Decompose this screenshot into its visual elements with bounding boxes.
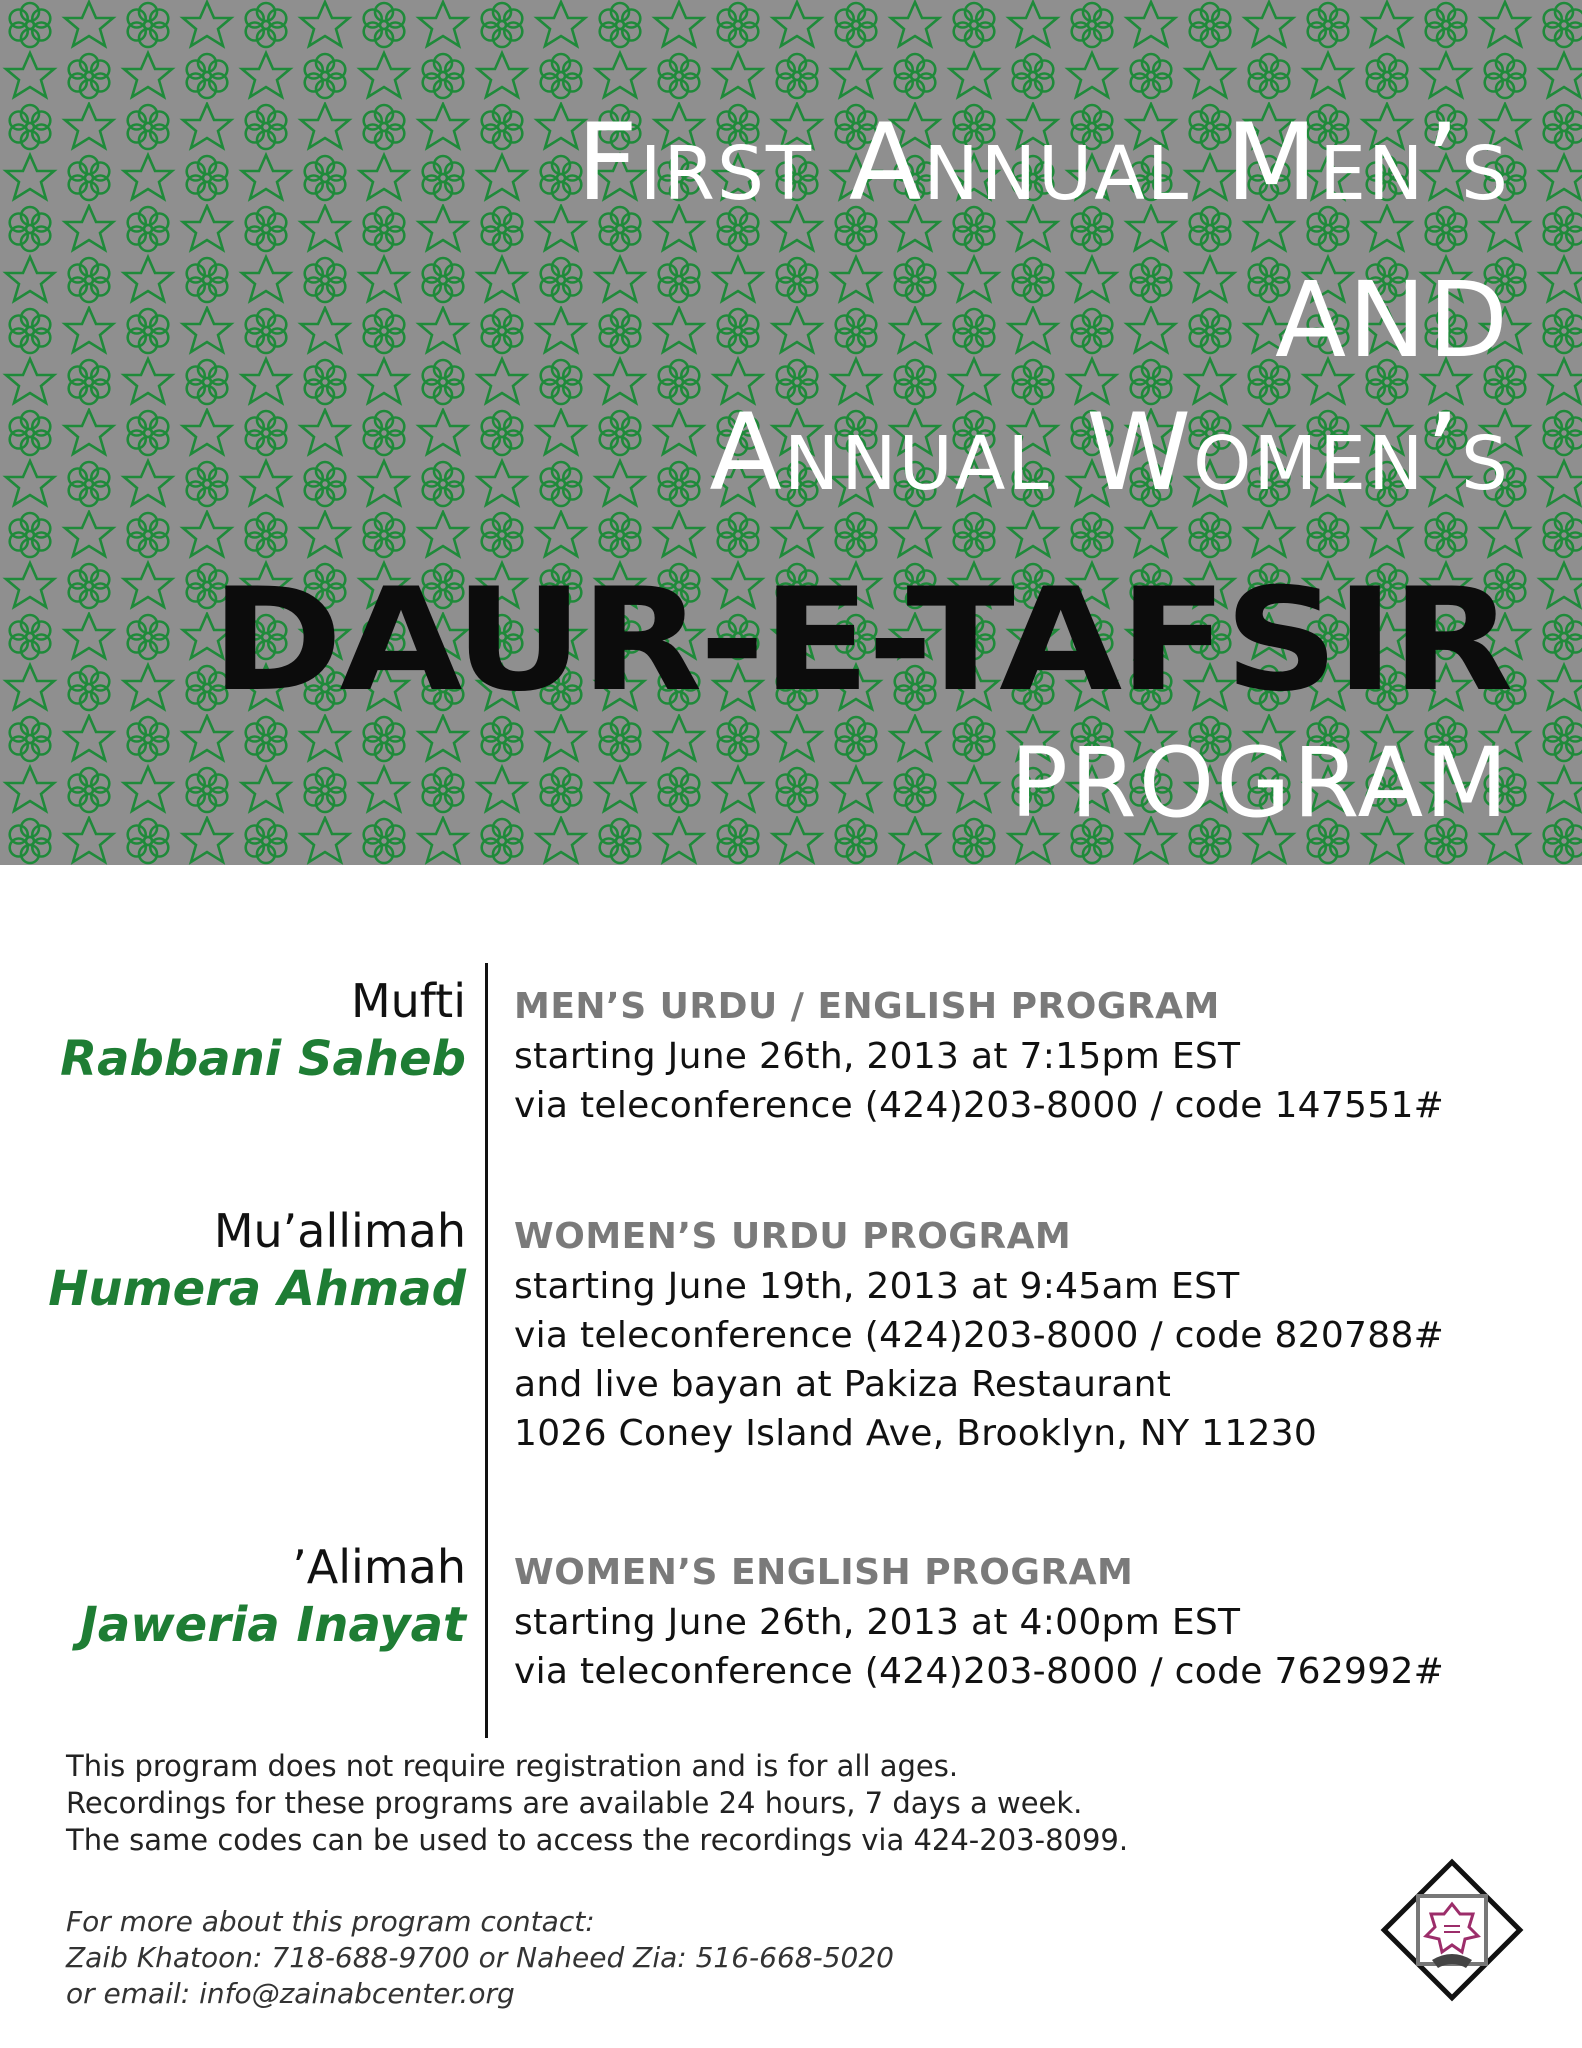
note-line: Recordings for these programs are available 24 hours, 7 days a week.	[66, 1786, 1083, 1820]
title-line-and: AND	[1274, 259, 1510, 381]
title-line-program: PROGRAM	[1010, 727, 1510, 839]
program-details-1	[514, 982, 1444, 1130]
program-line: via teleconference (424)203-8000 / code 147551#	[514, 1085, 1445, 1126]
title-line-annual-womens: Annual Women’s	[709, 391, 1510, 514]
program-line: 1026 Coney Island Ave, Brooklyn, NY 11230	[514, 1413, 1318, 1454]
program-line: starting June 19th, 2013 at 9:45am EST	[514, 1266, 1240, 1307]
program-details-2	[514, 1212, 1444, 1458]
contact-info	[66, 1904, 894, 2012]
speaker-title: ’Alimah	[292, 1540, 466, 1594]
speaker-title: Mufti	[350, 974, 466, 1028]
program-line: via teleconference (424)203-8000 / code 762992#	[514, 1651, 1445, 1692]
speaker-title: Mu’allimah	[213, 1204, 466, 1258]
speaker-block-2	[48, 1202, 466, 1318]
note-line: This program does not require registration and is for all ages.	[66, 1749, 959, 1783]
note-line: The same codes can be used to access the recordings via 424-203-8099.	[66, 1823, 1129, 1857]
title-line-daur-e-tafsir: DAUR-E-TAFSIR	[210, 558, 1510, 723]
contact-line: or email: info@zainabcenter.org	[66, 1977, 515, 2010]
program-notes	[66, 1748, 1128, 1859]
program-line: via teleconference (424)203-8000 / code 820788#	[514, 1315, 1445, 1356]
title-line-first-annual-mens: First Annual Men’s	[576, 101, 1510, 224]
program-line: starting June 26th, 2013 at 7:15pm EST	[514, 1036, 1241, 1077]
program-line: starting June 26th, 2013 at 4:00pm EST	[514, 1602, 1241, 1643]
contact-line: For more about this program contact:	[66, 1905, 595, 1938]
speaker-block-1	[60, 972, 466, 1088]
vertical-divider	[485, 963, 488, 1738]
speaker-name: Humera Ahmad	[48, 1261, 466, 1317]
header-banner	[0, 0, 1582, 865]
speaker-name: Rabbani Saheb	[60, 1031, 466, 1087]
speaker-block-3	[80, 1538, 466, 1654]
program-heading: WOMEN’S ENGLISH PROGRAM	[514, 1552, 1134, 1593]
zainab-center-logo-icon	[1374, 1852, 1530, 2008]
program-line: and live bayan at Pakiza Restaurant	[514, 1364, 1172, 1405]
contact-line: Zaib Khatoon: 718-688-9700 or Naheed Zia: 516-668-5020	[66, 1941, 894, 1974]
program-details-3	[514, 1548, 1444, 1696]
program-heading: WOMEN’S URDU PROGRAM	[514, 1216, 1072, 1257]
program-heading: MEN’S URDU / ENGLISH PROGRAM	[514, 986, 1220, 1027]
speaker-name: Jaweria Inayat	[80, 1597, 466, 1653]
